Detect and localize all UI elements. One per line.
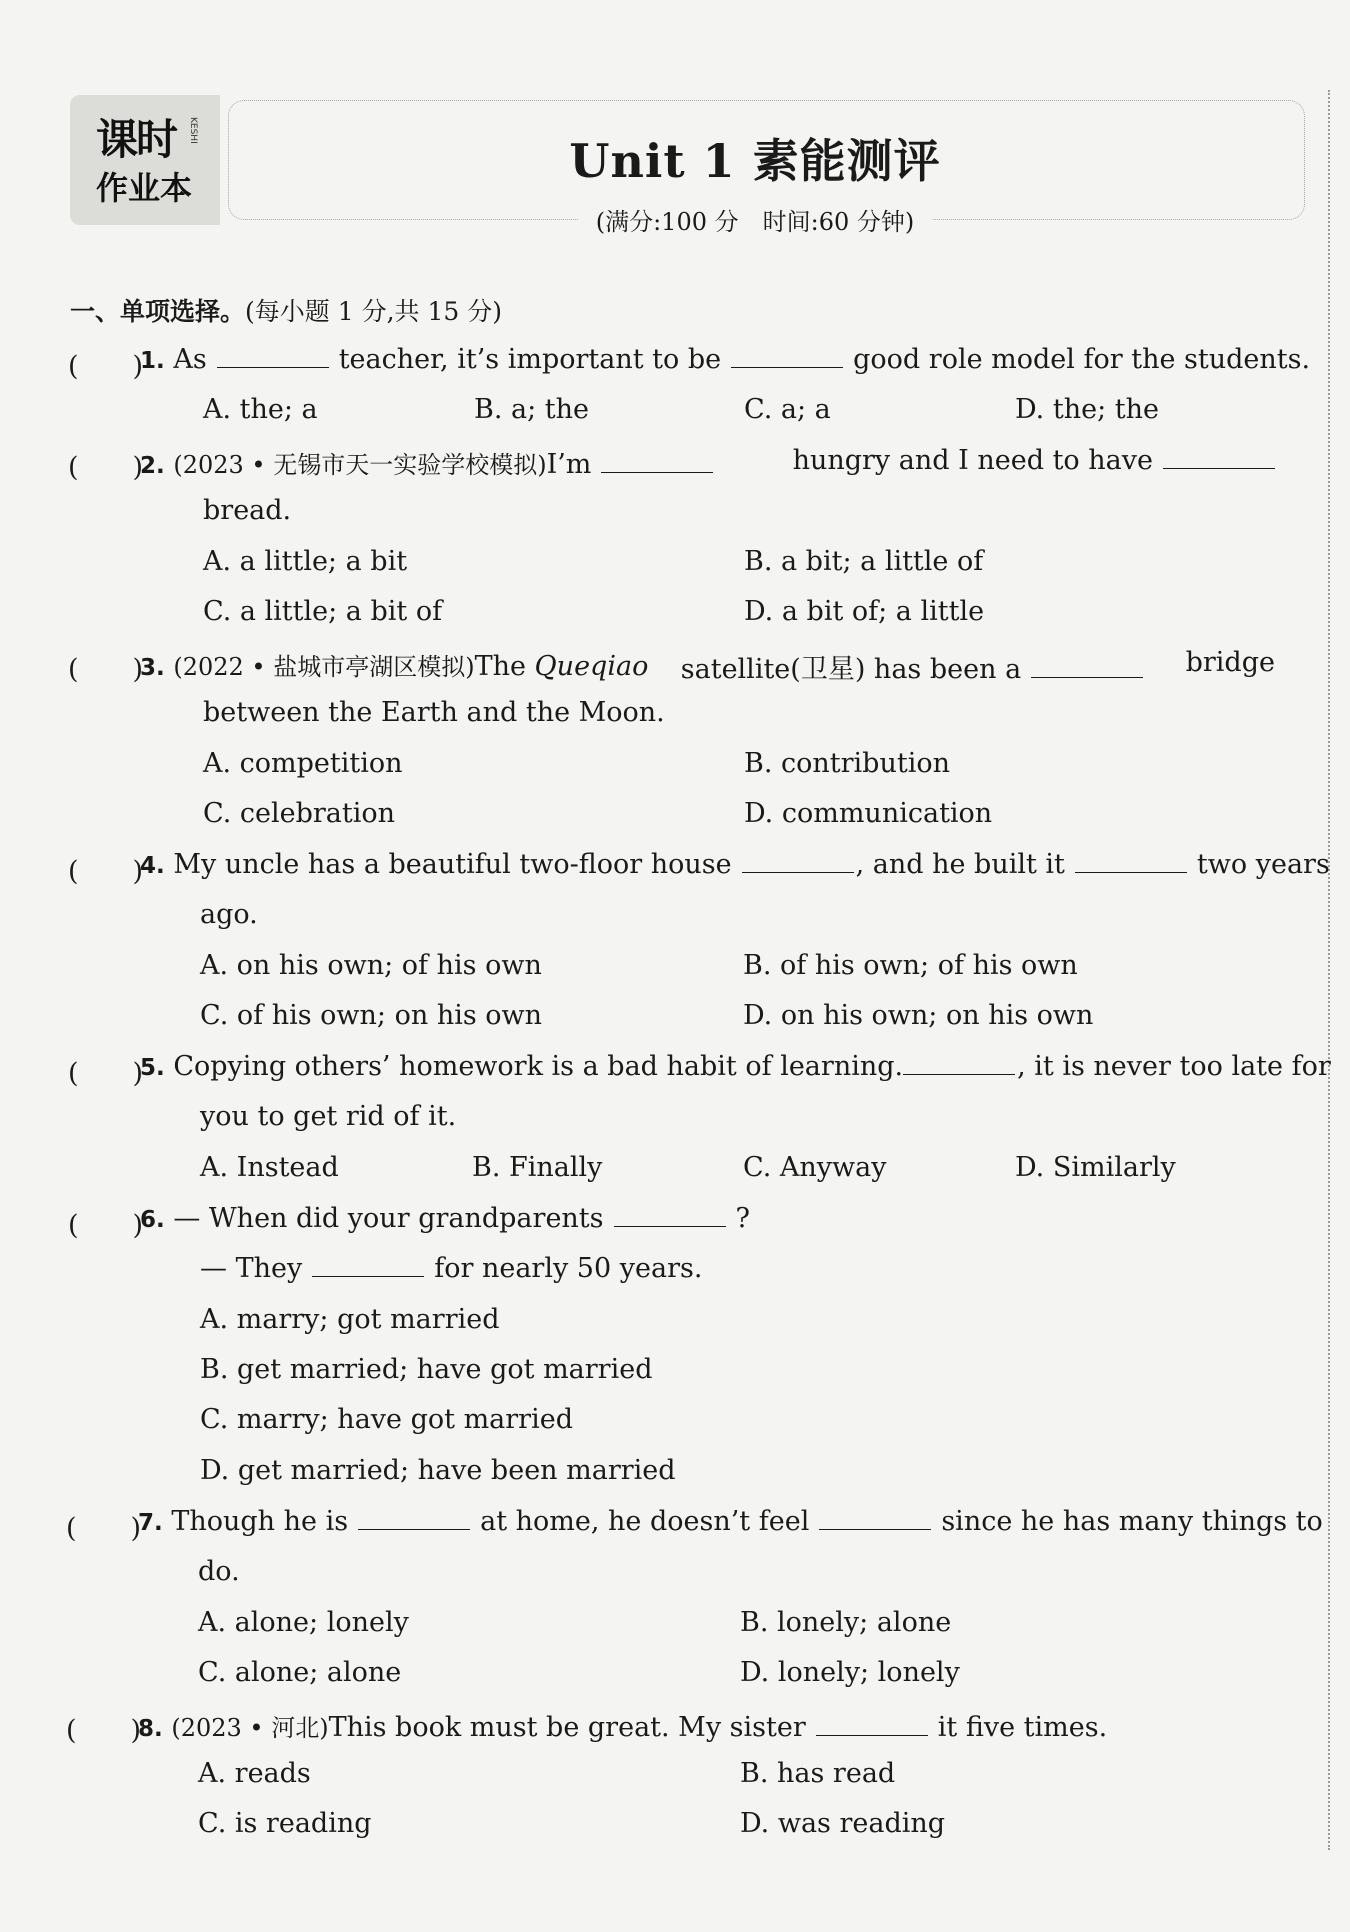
answer-blank[interactable] <box>1075 852 1187 873</box>
question-continuation: ago. <box>200 899 258 930</box>
question-text: two years <box>1196 849 1330 880</box>
option-c: C. Anyway <box>743 1152 887 1183</box>
question-text: — When did your grandparents <box>173 1203 604 1234</box>
question-text: good role model for the students. <box>853 344 1311 375</box>
question-text: bridge <box>1185 647 1275 678</box>
question-text: , it is never too late for <box>1017 1051 1331 1082</box>
question-number: 3. <box>140 655 165 681</box>
question-number: 2. <box>140 453 165 479</box>
answer-blank[interactable] <box>742 852 854 873</box>
question-1 <box>140 344 1311 375</box>
page-subtitle: (满分:100 分 时间:60 分钟) <box>578 202 933 237</box>
option-b: B. Finally <box>472 1152 603 1183</box>
option-d: D. the; the <box>1015 394 1159 425</box>
option-d: D. lonely; lonely <box>740 1657 960 1688</box>
answer-blank[interactable] <box>1031 657 1143 678</box>
question-5 <box>140 1051 1331 1082</box>
question-text: for nearly 50 years. <box>434 1253 703 1284</box>
answer-blank[interactable] <box>903 1054 1015 1075</box>
option-a: A. competition <box>203 748 403 779</box>
answer-blank[interactable] <box>601 452 713 473</box>
logo-top-text: 课时 <box>96 115 177 164</box>
question-source: (2023 • 无锡市天一实验学校模拟) <box>173 451 547 479</box>
option-b: B. of his own; of his own <box>743 950 1078 981</box>
question-continuation: do. <box>198 1556 240 1587</box>
answer-bracket[interactable]: ( ) <box>68 856 144 887</box>
question-number: 1. <box>140 348 165 374</box>
question-6-line-2 <box>200 1253 702 1284</box>
option-c: C. alone; alone <box>198 1657 402 1688</box>
question-text: Copying others’ homework is a bad habit of learning. <box>173 1051 904 1082</box>
page-edge-rule <box>1328 90 1330 1850</box>
section-note: (每小题 1 分,共 15 分) <box>245 297 502 326</box>
question-4 <box>140 849 1330 880</box>
option-d: D. Similarly <box>1015 1152 1176 1183</box>
section-heading <box>70 292 502 328</box>
question-3 <box>140 647 1275 686</box>
question-text: hungry and I need to have <box>792 445 1153 476</box>
page-title: Unit 1 素能测评 <box>569 134 941 188</box>
question-text: As <box>173 344 207 375</box>
question-source: (2023 • 河北) <box>171 1714 329 1742</box>
question-text: This book must be great. My sister <box>328 1712 806 1743</box>
question-text: since he has many things to <box>941 1506 1323 1537</box>
question-continuation: you to get rid of it. <box>200 1101 457 1132</box>
question-number: 4. <box>140 853 165 879</box>
question-number: 6. <box>140 1207 165 1233</box>
option-b: B. a bit; a little of <box>744 546 984 577</box>
option-c: C. of his own; on his own <box>200 1000 543 1031</box>
answer-blank[interactable] <box>819 1509 931 1530</box>
question-text: — They <box>200 1253 303 1284</box>
question-7 <box>138 1506 1323 1537</box>
answer-blank[interactable] <box>312 1256 424 1277</box>
answer-bracket[interactable]: ( ) <box>68 351 144 382</box>
option-c: C. a; a <box>744 394 831 425</box>
question-8 <box>138 1708 1107 1743</box>
option-b: B. a; the <box>474 394 590 425</box>
option-c: C. is reading <box>198 1808 372 1839</box>
option-b: B. get married; have got married <box>200 1354 653 1385</box>
question-text: it five times. <box>937 1712 1108 1743</box>
answer-bracket[interactable]: ( ) <box>68 654 144 685</box>
question-text: ? <box>735 1203 750 1234</box>
answer-blank[interactable] <box>731 347 843 368</box>
option-b: B. lonely; alone <box>740 1607 952 1638</box>
answer-blank[interactable] <box>816 1715 928 1736</box>
option-d: D. get married; have been married <box>200 1455 676 1486</box>
option-c: C. marry; have got married <box>200 1404 573 1435</box>
question-source: (2022 • 盐城市亭湖区模拟) <box>173 653 475 681</box>
answer-bracket[interactable]: ( ) <box>68 1058 144 1089</box>
logo-small-text: KESHI <box>188 117 198 144</box>
option-c: C. celebration <box>203 798 395 829</box>
answer-blank[interactable] <box>217 347 329 368</box>
option-d: D. communication <box>744 798 993 829</box>
question-continuation: bread. <box>203 495 292 526</box>
question-text: My uncle has a beautiful two-floor house <box>173 849 732 880</box>
question-6 <box>140 1203 750 1234</box>
question-text-italic: Queqiao <box>534 651 649 682</box>
answer-bracket[interactable]: ( ) <box>66 1715 142 1746</box>
question-text: I’m <box>546 449 592 480</box>
option-a: A. a little; a bit <box>203 546 408 577</box>
option-b: B. has read <box>740 1758 896 1789</box>
option-a: A. on his own; of his own <box>200 950 542 981</box>
answer-blank[interactable] <box>614 1206 726 1227</box>
answer-blank[interactable] <box>1163 448 1275 469</box>
option-d: D. on his own; on his own <box>743 1000 1094 1031</box>
question-text: Though he is <box>171 1506 349 1537</box>
logo-bottom-text: 作业本 <box>96 169 193 207</box>
question-number: 8. <box>138 1716 163 1742</box>
option-b: B. contribution <box>744 748 950 779</box>
option-a: A. alone; lonely <box>198 1607 409 1638</box>
question-text: The <box>474 651 526 682</box>
answer-bracket[interactable]: ( ) <box>68 1210 144 1241</box>
question-text: , and he built it <box>855 849 1065 880</box>
option-d: D. a bit of; a little <box>744 596 985 627</box>
option-a: A. marry; got married <box>200 1304 500 1335</box>
question-continuation: between the Earth and the Moon. <box>203 697 665 728</box>
answer-bracket[interactable]: ( ) <box>66 1513 142 1544</box>
option-d: D. was reading <box>740 1808 946 1839</box>
option-a: A. Instead <box>200 1152 339 1183</box>
option-a: A. reads <box>198 1758 311 1789</box>
question-number: 7. <box>138 1510 163 1536</box>
section-title: 一、单项选择。 <box>70 297 246 326</box>
option-a: A. the; a <box>203 394 318 425</box>
question-text: satellite(卫星) has been a <box>680 654 1022 685</box>
question-text: teacher, it’s important to be <box>338 344 722 375</box>
question-number: 5. <box>140 1055 165 1081</box>
subtitle-row <box>0 202 1350 237</box>
question-text: at home, he doesn’t feel <box>480 1506 810 1537</box>
question-2 <box>140 445 1275 480</box>
answer-blank[interactable] <box>358 1509 470 1530</box>
answer-bracket[interactable]: ( ) <box>68 452 144 483</box>
option-c: C. a little; a bit of <box>203 596 443 627</box>
